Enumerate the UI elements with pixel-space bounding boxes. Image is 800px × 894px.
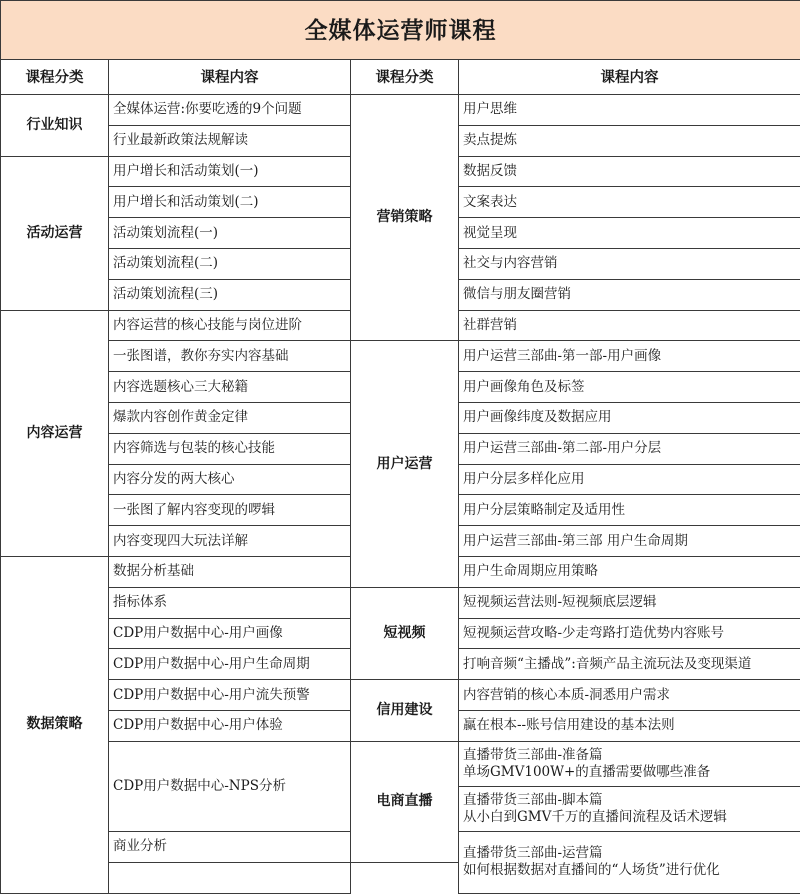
- header-content-left: 课程内容: [109, 60, 351, 95]
- right-item: 用户运营三部曲-第一部-用户画像: [459, 341, 800, 372]
- right-item: 赢在根本--账号信用建设的基本法则: [459, 710, 800, 741]
- right-item: 短视频运营攻略-少走弯路打造优势内容账号: [459, 618, 800, 649]
- left-item: CDP用户数据中心-用户流失预警: [109, 680, 351, 711]
- category-credit-building: 信用建设: [351, 680, 459, 742]
- left-item: 爆款内容创作黄金定律: [109, 402, 351, 433]
- right-item: 用户画像纬度及数据应用: [459, 402, 800, 433]
- left-item: CDP用户数据中心-用户生命周期: [109, 649, 351, 680]
- header-category-right: 课程分类: [351, 60, 459, 95]
- left-item: 内容变现四大玩法详解: [109, 526, 351, 557]
- right-item: 数据反馈: [459, 156, 800, 187]
- right-item: 用户运营三部曲-第二部-用户分层: [459, 433, 800, 464]
- left-empty-cell: [109, 862, 351, 893]
- category-industry-knowledge: 行业知识: [1, 95, 109, 157]
- page-title: 全媒体运营师课程: [1, 1, 800, 60]
- category-user-operation: 用户运营: [351, 341, 459, 587]
- left-item: 商业分析: [109, 831, 351, 862]
- right-item: 用户思维: [459, 95, 800, 126]
- category-data-strategy: 数据策略: [1, 556, 109, 893]
- left-item: 用户增长和活动策划(一): [109, 156, 351, 187]
- category-activity-operation: 活动运营: [1, 156, 109, 310]
- right-item: 卖点提炼: [459, 125, 800, 156]
- category-content-operation: 内容运营: [1, 310, 109, 556]
- left-item: 活动策划流程(二): [109, 248, 351, 279]
- right-item: 社交与内容营销: [459, 248, 800, 279]
- right-item-live: [459, 786, 800, 831]
- left-item: CDP用户数据中心-用户体验: [109, 710, 351, 741]
- left-item: 内容运营的核心技能与岗位进阶: [109, 310, 351, 341]
- live-subtitle: 单场GMV100W+的直播需要做哪些准备: [463, 764, 800, 781]
- left-item: 一张图谱，教你夯实内容基础: [109, 341, 351, 372]
- left-item: 活动策划流程(三): [109, 279, 351, 310]
- right-item: 短视频运营法则-短视频底层逻辑: [459, 587, 800, 618]
- left-item: 内容分发的两大核心: [109, 464, 351, 495]
- category-marketing-strategy: 营销策略: [351, 95, 459, 341]
- live-title: 直播带货三部曲-运营篇: [463, 845, 800, 862]
- left-item: 全媒体运营:你要吃透的9个问题: [109, 95, 351, 126]
- right-item: 用户运营三部曲-第三部 用户生命周期: [459, 526, 800, 557]
- left-item: 指标体系: [109, 587, 351, 618]
- left-item: CDP用户数据中心-NPS分析: [109, 741, 351, 831]
- right-item: 用户分层多样化应用: [459, 464, 800, 495]
- right-item: 内容营销的核心本质-洞悉用户需求: [459, 680, 800, 711]
- header-category-left: 课程分类: [1, 60, 109, 95]
- category-ecommerce-live: 电商直播: [351, 741, 459, 862]
- category-short-video: 短视频: [351, 587, 459, 679]
- live-subtitle: 从小白到GMV千万的直播间流程及话术逻辑: [463, 809, 800, 826]
- left-item: 活动策划流程(一): [109, 218, 351, 249]
- left-item: 数据分析基础: [109, 556, 351, 587]
- right-item-live: [459, 741, 800, 786]
- right-item: 打响音频“主播战”:音频产品主流玩法及变现渠道: [459, 649, 800, 680]
- right-item: 用户分层策略制定及适用性: [459, 495, 800, 526]
- right-item: 文案表达: [459, 187, 800, 218]
- header-content-right: 课程内容: [459, 60, 800, 95]
- left-item: 一张图了解内容变现的啰辑: [109, 495, 351, 526]
- live-title: 直播带货三部曲-脚本篇: [463, 792, 800, 809]
- live-subtitle: 如何根据数据对直播间的“人场货”进行优化: [463, 862, 800, 879]
- right-item: 视觉呈现: [459, 218, 800, 249]
- left-item: CDP用户数据中心-用户画像: [109, 618, 351, 649]
- left-item: 内容筛选与包装的核心技能: [109, 433, 351, 464]
- right-item: 用户画像角色及标签: [459, 372, 800, 403]
- left-item: 行业最新政策法规解读: [109, 125, 351, 156]
- left-item: 内容选题核心三大秘籍: [109, 372, 351, 403]
- right-item: 社群营销: [459, 310, 800, 341]
- left-item: 用户增长和活动策划(二): [109, 187, 351, 218]
- right-item: 用户生命周期应用策略: [459, 556, 800, 587]
- right-item-live: [459, 831, 800, 893]
- right-item: 微信与朋友圈营销: [459, 279, 800, 310]
- live-title: 直播带货三部曲-准备篇: [463, 747, 800, 764]
